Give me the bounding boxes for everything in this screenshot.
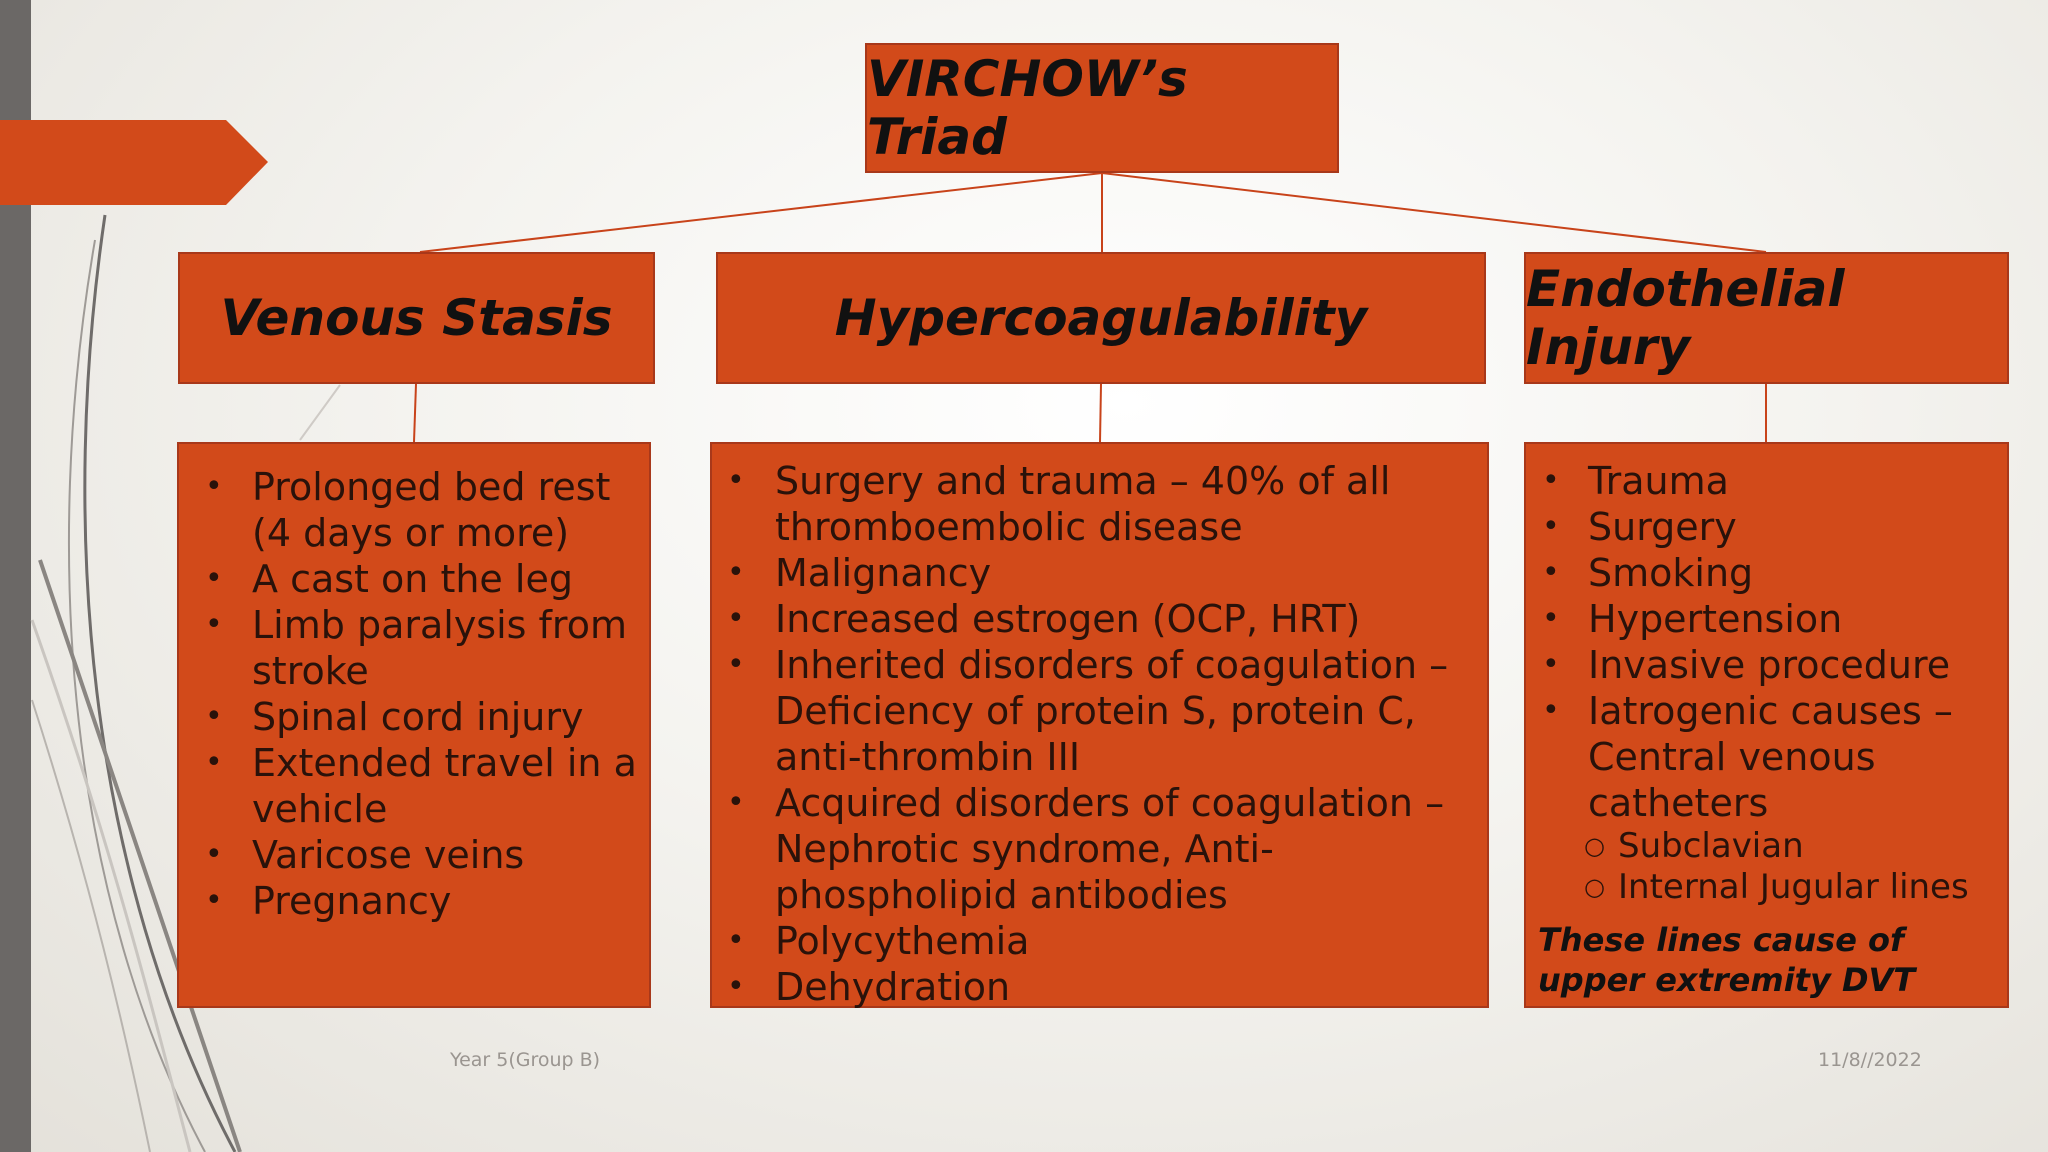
endothelial-injury-heading: Endothelial Injury	[1526, 260, 1845, 376]
list-item: • Trauma	[1526, 458, 2007, 504]
list-item: • Invasive procedure	[1526, 642, 2007, 688]
endothelial-injury-list-box	[1524, 442, 2009, 1008]
list-item: • Malignancy	[712, 550, 1487, 596]
triad-title: VIRCHOW’s Triad	[867, 50, 1188, 166]
list-item: • Inherited disorders of coagulation – Deficiency of protein S, protein C, anti-thrombin III	[712, 642, 1487, 780]
list-item: • Spinal cord injury	[179, 694, 649, 740]
list-item: • Acquired disorders of coagulation – Nephrotic syndrome, Anti-phospholipid antibodies	[712, 780, 1487, 918]
list-item: • Pregnancy	[179, 878, 649, 924]
list-item: • Polycythemia	[712, 918, 1487, 964]
hypercoagulability-list	[712, 444, 1487, 1010]
hypercoagulability-list-box	[710, 442, 1489, 1008]
list-item: • Limb paralysis from stroke	[179, 602, 649, 694]
list-item: • Extended travel in a vehicle	[179, 740, 649, 832]
orange-arrow-tab	[0, 120, 268, 205]
footer-group-label: Year 5(Group B)	[450, 1049, 601, 1071]
list-item: • Surgery and trauma – 40% of all thromboembolic disease	[712, 458, 1487, 550]
list-item: • Smoking	[1526, 550, 2007, 596]
venous-stasis-list-box	[177, 442, 651, 1008]
endothelial-injury-header	[1524, 252, 2009, 384]
list-item: • Iatrogenic causes – Central venous catheters	[1526, 688, 2007, 826]
venous-stasis-heading: Venous Stasis	[220, 289, 613, 347]
list-item: • Varicose veins	[179, 832, 649, 878]
footer-date: 11/8//2022	[1818, 1049, 1922, 1071]
venous-stasis-header	[178, 252, 655, 384]
venous-stasis-list	[179, 444, 649, 924]
hypercoagulability-heading: Hypercoagulability	[834, 289, 1368, 347]
list-item: • Hypertension	[1526, 596, 2007, 642]
hypercoagulability-header	[716, 252, 1486, 384]
endothelial-injury-list	[1526, 444, 2007, 908]
upper-extremity-note: These lines cause of upper extremity DVT	[1538, 921, 1916, 999]
sub-list-item: ○ Internal Jugular lines	[1526, 867, 2007, 908]
list-item: • Dehydration	[712, 964, 1487, 1010]
list-item: • A cast on the leg	[179, 556, 649, 602]
list-item: • Prolonged bed rest (4 days or more)	[179, 464, 649, 556]
triad-title-box	[865, 43, 1339, 173]
list-item: • Surgery	[1526, 504, 2007, 550]
sub-list-item: ○ Subclavian	[1526, 826, 2007, 867]
list-item: • Increased estrogen (OCP, HRT)	[712, 596, 1487, 642]
